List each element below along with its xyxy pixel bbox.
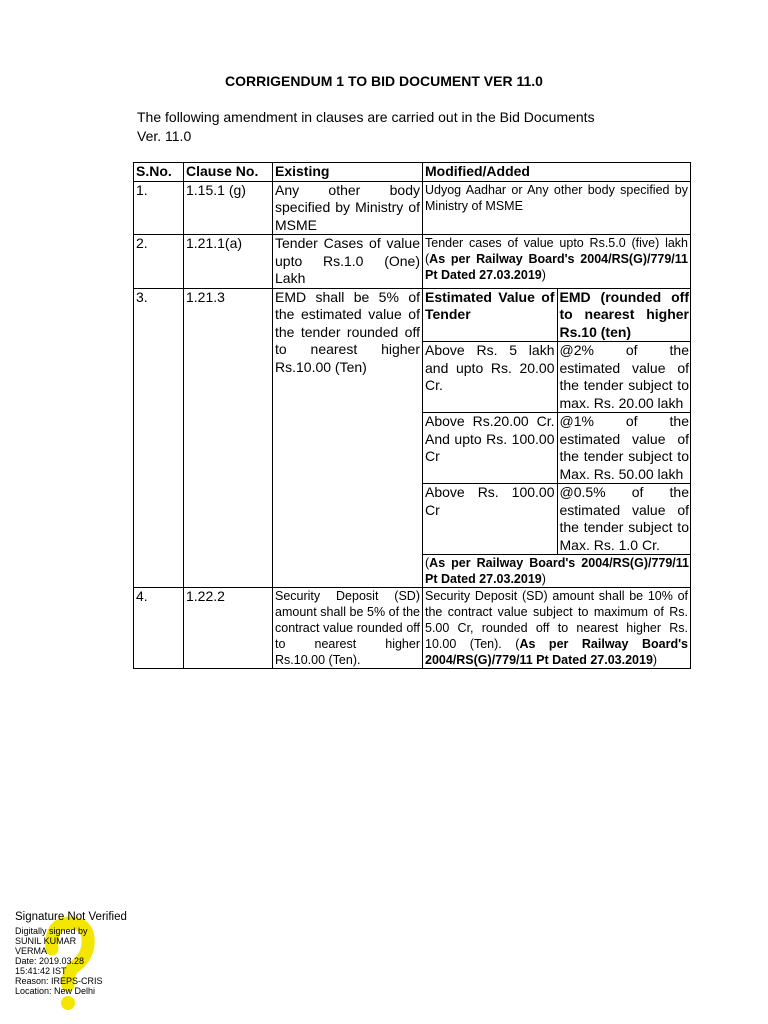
- emd-row: [423, 342, 691, 413]
- modified-text: ): [652, 653, 658, 667]
- cell-sno: 4.: [134, 588, 184, 669]
- amendment-table: [133, 162, 691, 669]
- modified-text: ): [541, 268, 546, 282]
- signature-line: Date: 2019.03.28: [15, 956, 85, 966]
- signature-status: Signature Not Verified: [15, 911, 127, 923]
- cell-clause: 1.22.2: [184, 588, 273, 669]
- cell-existing: Security Deposit (SD) amount shall be 5% of the contract value rounded off to nearest higher Rs.10.00 (Ten).: [273, 588, 423, 669]
- header-existing: Existing: [273, 163, 423, 182]
- emd-value: Above Rs. 100.00 Cr: [423, 484, 557, 555]
- emd-value: Above Rs. 5 lakh and upto Rs. 20.00 Cr.: [423, 342, 557, 413]
- cell-clause: 1.15.1 (g): [184, 181, 273, 235]
- railway-board-reference: As per Railway Board's 2004/RS(G)/779/11 Pt Dated 27.03.2019: [425, 252, 688, 282]
- cell-modified: [423, 588, 691, 669]
- cell-modified: [423, 235, 691, 289]
- cell-sno: 2.: [134, 235, 184, 289]
- header-sno: S.No.: [134, 163, 184, 182]
- header-modified: Modified/Added: [423, 163, 691, 182]
- table-row: [134, 288, 691, 588]
- intro-line: The following amendment in clauses are carried out in the Bid Documents: [137, 109, 595, 125]
- intro-paragraph: [137, 108, 657, 146]
- table-header-row: [134, 163, 691, 182]
- emd-row: [423, 484, 691, 555]
- emd-header-value: Estimated Value of Tender: [423, 289, 557, 342]
- railway-board-reference: As per Railway Board's 2004/RS(G)/779/11 Pt Dated 27.03.2019: [425, 556, 689, 586]
- cell-sno: 3.: [134, 288, 184, 588]
- footnote-text: (: [425, 556, 430, 570]
- signature-line: Location: New Delhi: [15, 986, 96, 996]
- emd-row: [423, 413, 691, 484]
- cell-existing: Tender Cases of value upto Rs.1.0 (One) Lakh: [273, 235, 423, 289]
- cell-modified: [423, 288, 691, 588]
- modified-text: Tender cases of value upto Rs.5.0 (five) lakh (: [425, 236, 688, 266]
- modified-text: Security Deposit (SD) amount shall be 10% of the contract value subject to maximum of Rs. 5.00 Cr, rounded off to nearest higher Rs. 10.00 (Ten). (: [425, 589, 688, 651]
- footnote-text: ): [541, 572, 546, 586]
- cell-modified: Udyog Aadhar or Any other body specified by Ministry of MSME: [423, 181, 691, 235]
- cell-existing: Any other body specified by Ministry of MSME: [273, 181, 423, 235]
- table-row: [134, 235, 691, 289]
- emd-amount: @1% of the estimated value of the tender subject to Max. Rs. 50.00 lakh: [557, 413, 691, 484]
- signature-line: SUNIL KUMAR: [15, 936, 77, 946]
- signature-line: Digitally signed by: [15, 926, 88, 936]
- emd-footnote: [423, 555, 691, 588]
- emd-table: [423, 289, 691, 588]
- railway-board-reference: As per Railway Board's 2004/RS(G)/779/11 Pt Dated 27.03.2019: [425, 637, 688, 667]
- emd-amount: @0.5% of the estimated value of the tender subject to Max. Rs. 1.0 Cr.: [557, 484, 691, 555]
- emd-header-emd: EMD (rounded off to nearest higher Rs.10 (ten): [557, 289, 691, 342]
- digital-signature-block: [15, 911, 135, 996]
- table-row: [134, 588, 691, 669]
- table-row: [134, 181, 691, 235]
- cell-clause: 1.21.1(a): [184, 235, 273, 289]
- page-title: CORRIGENDUM 1 TO BID DOCUMENT VER 11.0: [225, 73, 543, 89]
- intro-line: Ver. 11.0: [137, 128, 192, 144]
- cell-clause: 1.21.3: [184, 288, 273, 588]
- header-clause: Clause No.: [184, 163, 273, 182]
- emd-value: Above Rs.20.00 Cr. And upto Rs. 100.00 Cr: [423, 413, 557, 484]
- signature-line: VERMA: [15, 946, 48, 956]
- cell-existing: EMD shall be 5% of the estimated value of the tender rounded off to nearest higher Rs.10.00 (Ten): [273, 288, 423, 588]
- signature-line: 15:41:42 IST: [15, 966, 67, 976]
- cell-sno: 1.: [134, 181, 184, 235]
- signature-line: Reason: IREPS-CRIS: [15, 976, 103, 986]
- emd-amount: @2% of the estimated value of the tender subject to max. Rs. 20.00 lakh: [557, 342, 691, 413]
